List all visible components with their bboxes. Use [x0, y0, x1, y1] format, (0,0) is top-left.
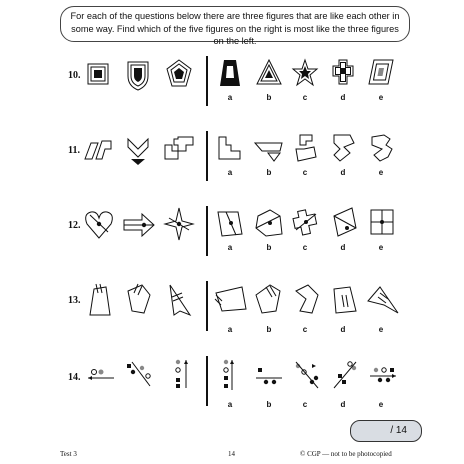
option-label-e: e: [378, 93, 384, 102]
option-label-e: e: [378, 325, 384, 334]
option-label-a: a: [227, 243, 233, 252]
q14-option-e[interactable]: [368, 356, 398, 396]
question-number: 13.: [68, 295, 81, 306]
q10-option-e[interactable]: [368, 56, 394, 92]
q10-option-c[interactable]: [292, 56, 318, 92]
q11-option-e[interactable]: [368, 131, 396, 167]
q10-option-b[interactable]: [256, 56, 282, 92]
q12-figure-2: [122, 206, 156, 242]
q11-figure-2: [124, 131, 152, 167]
q13-figure-1: [86, 281, 114, 321]
q11-option-d[interactable]: [330, 131, 358, 167]
q12-figure-3: [164, 206, 194, 242]
option-label-e: e: [378, 400, 384, 409]
q14-option-b[interactable]: [254, 356, 284, 396]
q12-option-d[interactable]: [330, 206, 358, 242]
option-label-b: b: [266, 168, 272, 177]
separator-line: [206, 56, 208, 106]
option-label-d: d: [340, 168, 346, 177]
q11-figure-1: [84, 131, 112, 167]
score-text: / 14: [390, 425, 407, 436]
option-label-c: c: [302, 93, 308, 102]
option-label-c: c: [302, 325, 308, 334]
q11-figure-3: [164, 131, 194, 167]
instructions-text: For each of the questions below there are three figures that are like each other in some way. Find which of the five figures on the right is most like the three figures on the left.: [70, 11, 400, 46]
q13-option-d[interactable]: [330, 281, 360, 321]
option-label-c: c: [302, 168, 308, 177]
q10-option-d[interactable]: [330, 56, 356, 92]
separator-line: [206, 206, 208, 256]
option-label-b: b: [266, 325, 272, 334]
q11-option-b[interactable]: [254, 131, 284, 167]
question-number: 11.: [68, 145, 80, 156]
q11-option-a[interactable]: [216, 131, 244, 167]
q12-option-b[interactable]: [254, 206, 284, 242]
q14-option-d[interactable]: [330, 356, 360, 396]
q13-option-a[interactable]: [212, 281, 248, 321]
q13-figure-3: [164, 281, 194, 321]
option-label-b: b: [266, 93, 272, 102]
q12-option-c[interactable]: [292, 206, 320, 242]
instructions-box: [60, 6, 410, 46]
option-label-d: d: [340, 243, 346, 252]
option-label-d: d: [340, 400, 346, 409]
q12-figure-1: [84, 206, 114, 242]
option-label-b: b: [266, 400, 272, 409]
q13-option-c[interactable]: [292, 281, 322, 321]
q12-option-e[interactable]: [368, 206, 396, 242]
option-label-e: e: [378, 243, 384, 252]
option-label-a: a: [227, 400, 233, 409]
question-13: [0, 275, 464, 345]
separator-line: [206, 281, 208, 331]
option-label-b: b: [266, 243, 272, 252]
separator-line: [206, 356, 208, 406]
question-number: 12.: [68, 220, 81, 231]
separator-line: [206, 131, 208, 181]
option-label-a: a: [227, 168, 233, 177]
question-14: [0, 350, 464, 420]
q13-option-e[interactable]: [366, 281, 400, 321]
q10-figure-2: [126, 56, 150, 92]
q10-figure-1: [86, 56, 110, 92]
option-label-c: c: [302, 243, 308, 252]
option-label-e: e: [378, 168, 384, 177]
q13-figure-2: [124, 281, 154, 321]
question-10: [0, 50, 464, 120]
q14-figure-1: [86, 356, 116, 396]
question-number: 10.: [68, 70, 81, 81]
question-11: [0, 125, 464, 195]
q10-option-a[interactable]: [218, 56, 242, 92]
q14-option-a[interactable]: [216, 356, 244, 396]
q11-option-c[interactable]: [292, 131, 320, 167]
q10-figure-3: [166, 56, 192, 92]
footer-page-number: 14: [228, 450, 235, 458]
q14-option-c[interactable]: [292, 356, 322, 396]
option-label-c: c: [302, 400, 308, 409]
footer-copyright: © CGP — not to be photocopied: [300, 450, 392, 458]
q14-figure-2: [124, 356, 154, 396]
question-number: 14.: [68, 372, 81, 383]
score-box: [350, 420, 422, 442]
question-12: [0, 200, 464, 270]
option-label-a: a: [227, 93, 233, 102]
option-label-a: a: [227, 325, 233, 334]
q13-option-b[interactable]: [252, 281, 284, 321]
q12-option-a[interactable]: [216, 206, 244, 242]
option-label-d: d: [340, 325, 346, 334]
footer-left: Test 3: [60, 450, 77, 458]
q14-figure-3: [166, 356, 196, 396]
option-label-d: d: [340, 93, 346, 102]
